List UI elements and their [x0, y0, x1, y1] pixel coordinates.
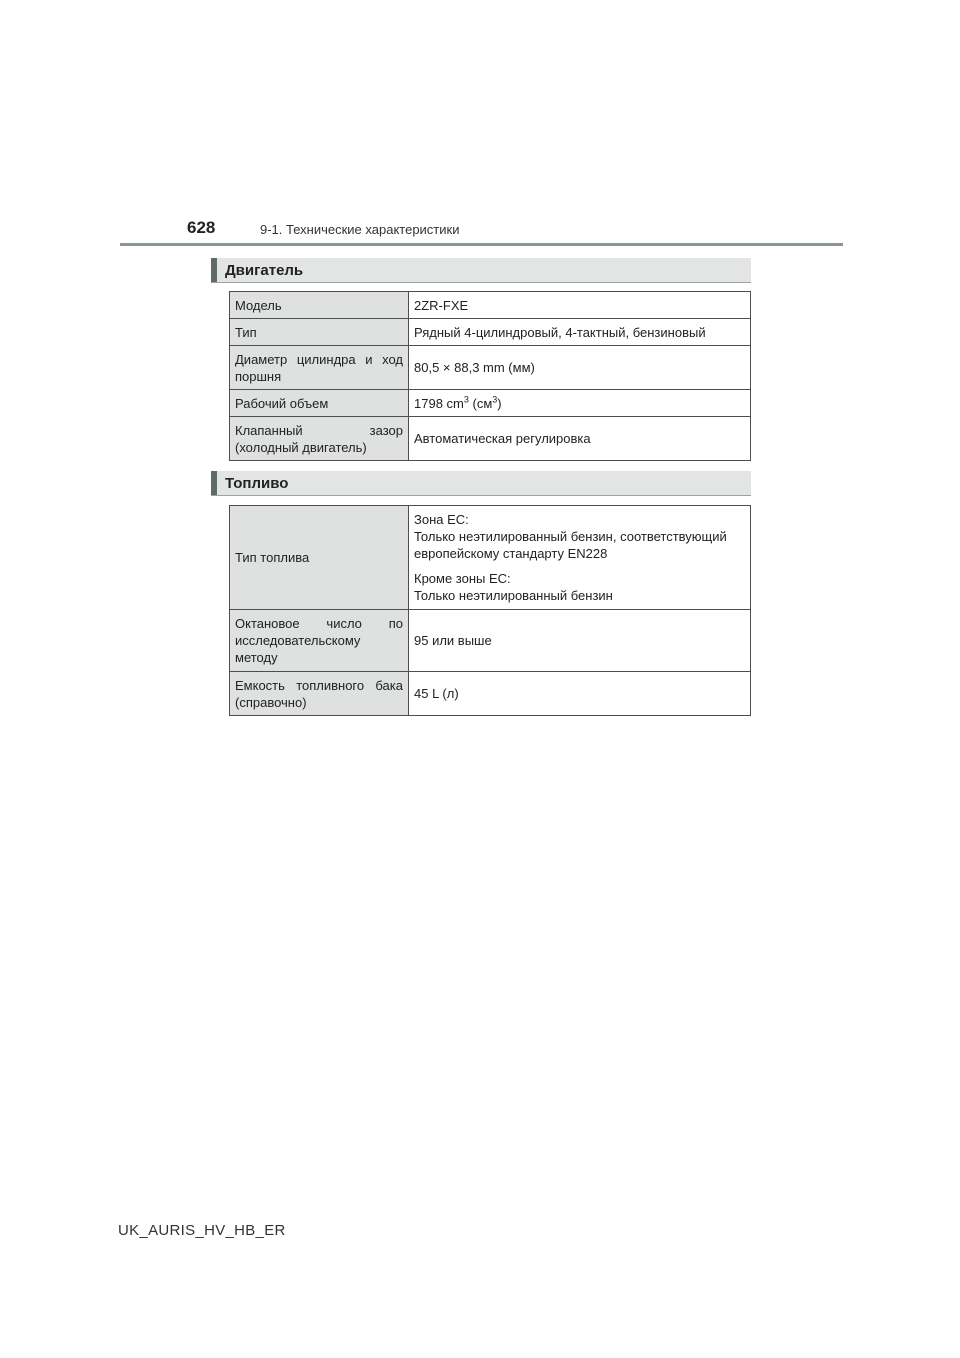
section-engine-header — [211, 258, 751, 283]
table-row — [230, 346, 751, 390]
spec-key: Рабочий объем — [230, 390, 409, 417]
chapter-title: 9-1. Технические характеристики — [260, 222, 460, 237]
spec-value — [409, 390, 751, 417]
page-header — [120, 212, 843, 246]
section-fuel-header — [211, 471, 751, 496]
spec-value: 2ZR-FXE — [409, 292, 751, 319]
spec-key: Тип топлива — [230, 506, 409, 610]
fuel-zone-non-eu-text: Только неэтилированный бензин — [414, 588, 613, 603]
page-number: 628 — [187, 218, 216, 237]
table-row — [230, 390, 751, 417]
spec-value: 80,5 × 88,3 mm (мм) — [409, 346, 751, 390]
table-row — [230, 292, 751, 319]
table-row — [230, 417, 751, 461]
closing-paren: ) — [497, 395, 502, 411]
spec-value: Рядный 4-цилиндровый, 4-тактный, бензиновый — [409, 319, 751, 346]
spec-key: Диаметр цилиндра и ход поршня — [230, 346, 409, 390]
document-code: UK_AURIS_HV_HB_ER — [118, 1222, 286, 1239]
spec-value: 45 L (л) — [409, 672, 751, 716]
table-row — [230, 506, 751, 610]
spec-key: Тип — [230, 319, 409, 346]
table-row — [230, 319, 751, 346]
fuel-zone-eu-label: Зона ЕС: — [414, 512, 469, 527]
section-engine-title: Двигатель — [225, 262, 304, 279]
fuel-zone-non-eu-label: Кроме зоны ЕС: — [414, 571, 511, 586]
spec-key: Емкость топливного бака (справочно) — [230, 672, 409, 716]
table-row — [230, 672, 751, 716]
fuel-zone-eu — [414, 511, 745, 562]
fuel-spec-table — [229, 505, 751, 716]
spec-key: Модель — [230, 292, 409, 319]
table-row — [230, 610, 751, 672]
fuel-zone-eu-text: Только неэтилированный бензин, соответствующий европейскому стандарту EN228 — [414, 529, 727, 561]
header-rule — [120, 243, 843, 246]
spec-key: Клапанный зазор (холодный двигатель) — [230, 417, 409, 461]
spec-key: Октановое число по исследовательскому методу — [230, 610, 409, 672]
superscript: 3 — [463, 394, 469, 405]
spec-value: Автоматическая регулировка — [409, 417, 751, 461]
displacement-value: 1798 cm — [414, 395, 464, 411]
section-fuel-title: Топливо — [225, 475, 289, 492]
spec-value: 95 или выше — [409, 610, 751, 672]
spec-value — [409, 506, 751, 610]
engine-spec-table — [229, 291, 751, 461]
superscript: 3 — [492, 394, 498, 405]
displacement-alt-unit: (см — [468, 395, 493, 411]
fuel-zone-non-eu — [414, 570, 745, 604]
